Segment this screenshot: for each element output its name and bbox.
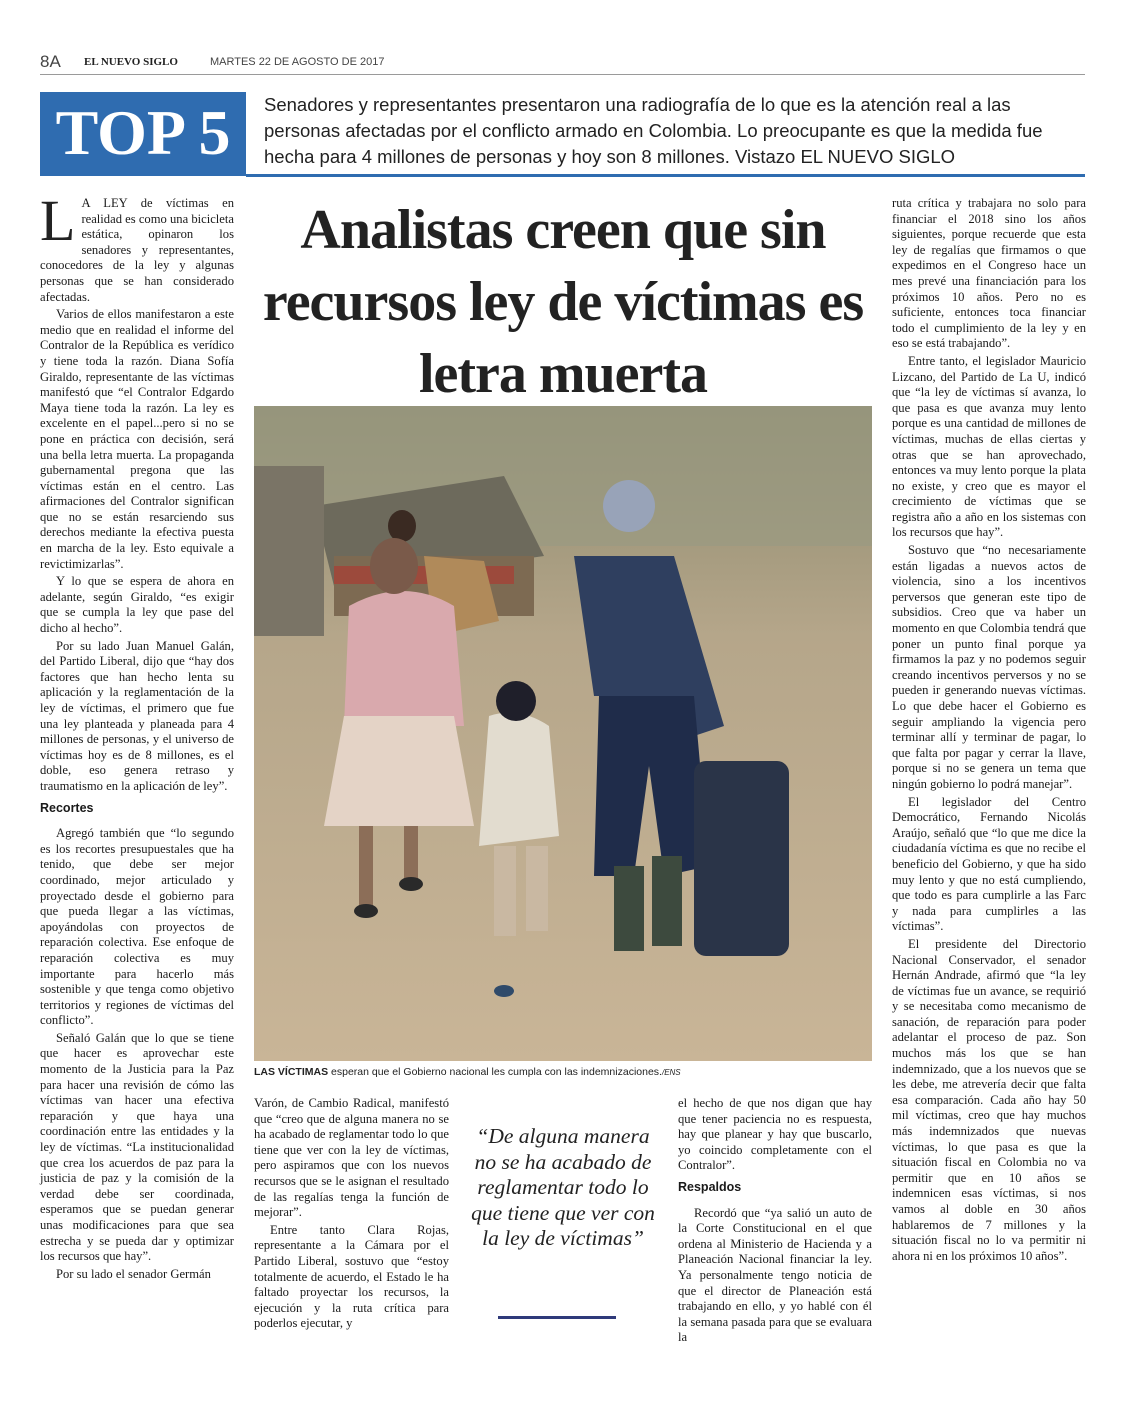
- victims-photo: [254, 406, 872, 1061]
- article-paragraph: Recordó que “ya salió un auto de la Corte Constitucional en el que ordena al Ministerio de Hacienda y a Planeación Nacional financiar la ley. Ya personalmente tengo noticia de que el director de Planeación está trabajando en ello, y yo hablé con él la semana pasada para que se evaluara la: [678, 1205, 872, 1345]
- subhead-recortes: Recortes: [40, 800, 94, 815]
- pull-quote: “De alguna manera no se ha acabado de reglamentar todo lo que tiene que ver con la ley de víctimas”: [471, 1124, 655, 1250]
- article-paragraph: Por su lado Juan Manuel Galán, del Partido Liberal, dijo que “hay dos factores que han hecho lenta su aplicación y la reglamentación de la ley de víctimas, el primero que fue una ley planteada y planeada para 4 millones de personas, y el universo de víctimas hoy es de 8 millones, es el doble, eso genera retraso y traumatismo en la aplicación de ley”.: [40, 638, 234, 793]
- photo-illustration: [254, 406, 872, 1061]
- section-intro: Senadores y representantes presentaron una radiografía de lo que es la atención real a las personas afectadas por el conflicto armado en Colombia. Lo preocupante es que la medida fue hecha para 4 millones de personas y hoy son 8 millones. Vistazo EL NUEVO SIGLO: [264, 94, 1043, 167]
- article-column-3: [678, 1096, 872, 1348]
- article-paragraph: el hecho de que nos digan que hay que tener paciencia no es respuesta, hay que planear y hay que buscarlo, yo coincido completamente con el Contralor”.: [678, 1096, 872, 1173]
- article-column-2: [254, 1096, 449, 1334]
- photo-credit: /ENS: [661, 1068, 681, 1077]
- article-headline: Analistas creen que sin recursos ley de víctimas es letra muerta: [262, 199, 864, 405]
- page-folio: [40, 52, 1085, 75]
- top5-label: TOP 5: [55, 97, 231, 168]
- article-paragraph: El legislador del Centro Democrático, Fernando Nicolás Araújo, señaló que “lo que me dice la ciudadanía víctima es que no recibe el beneficio del Gobierno, y que ha sido muy lento y que no está cumpliendo, que todo es para cumplirle a las Farc y nada para cumplirles a las víctimas”.: [892, 794, 1086, 934]
- newspaper-name: EL NUEVO SIGLO: [84, 56, 178, 68]
- article-paragraph: Varios de ellos manifestaron a este medio que en realidad el informe del Contralor de la República es verídico y tiene toda la razón. Diana Sofía Giraldo, representante de las víctimas manifestó que “el Contralor Edgardo Maya tiene toda la razón. La ley es excelente en el papel...pero si no se pone en práctica con decisión, será una bella letra muerta. La propaganda gubernamental pregona que las víctimas están en el centro. Las afirmaciones del Contralor significan que no se están resarciendo sus derechos mediante la efectiva puesta en marcha de la ley. Esto equivale a revictimizarlas”.: [40, 307, 234, 571]
- subhead-respaldos: Respaldos: [678, 1179, 742, 1194]
- article-paragraph: Sostuvo que “no necesariamente están ligadas a nuevos actos de violencia, sino a los incentivos perversos que generan este tipo de subsidios. Creo que va haber un momento en que Colombia tendrá que poner un punto final porque ya firmamos la paz y no podemos seguir creando incentivos perversos y no se pueden ir generando nuevas víctimas. Lo que debe hacer el Gobierno es seguir ampliando la vigencia pero terminar allí y terminar de pagar, lo que falta por pagar y cerrar la llave, porque si no se genera un tema que ningún gobierno lo podrá manejar”.: [892, 543, 1086, 791]
- pull-quote-rule: [498, 1316, 616, 1319]
- article-paragraph: Señaló Galán que lo que se tiene que hacer es aprovechar este momento de la Justicia para la Paz para hacer una revisión de cómo las víctimas van hacer una efectiva reparación y que haya una coordinación entre las entidades y la ley de víctimas. “La institucionalidad que crea los acuerdos de paz para la justicia de paz y la comisión de la verdad debe ser coordinada, esperamos que se puedan generar unas modificaciones para que sea estrecha y se pueda dar y optimizar los recursos que hay”.: [40, 1030, 234, 1264]
- article-paragraph: ruta crítica y trabajara no solo para financiar el 2018 sino los años siguientes, porque recuerde que esta ley de regalías que firmamos o que expedimos en el Congreso hace un mes prevé una financiación para los próximos 10 años. Pero no es suficiente, entonces toca financiar todo el cumplimiento de la ley y en eso se está trabajando”.: [892, 196, 1086, 351]
- caption-text: esperan que el Gobierno nacional les cumpla con las indemnizaciones.: [328, 1066, 662, 1078]
- article-paragraph: L A LEY de víctimas en realidad es como una bicicleta estática, opinaron los senadores y representantes, conocedores de la ley y algunas personas que se han considerado afectadas.: [40, 188, 234, 304]
- article-paragraph: Entre tanto Clara Rojas, representante a la Cámara por el Partido Liberal, sostuvo que “estoy totalmente de acuerdo, el Estado le ha faltado proyectar los recursos, la ejecución y la ruta crítica para poderlos ejecutar, y: [254, 1222, 449, 1331]
- article-paragraph: Agregó también que “lo segundo es los recortes presupuestales que ha tenido, que debe ser mejor coordinado, mejor articulado y proyectado desde el gobierno para que pueda llegar a las víctimas, apoyándolas con proyectos de reparación colectiva. Ese enfoque de reparación colectiva es muy importante para hacerlo más sostenible y que tenga como objetivo territorios y regiones de víctimas del conflicto”.: [40, 826, 234, 1028]
- article-paragraph: Entre tanto, el legislador Mauricio Lizcano, del Partido de La U, indicó que “la ley de víctimas sí avanza, lo que pasa es que avanza muy lento porque es una cantidad de millones de víctimas, muchas de ellas ciertas y otras que se han aprovechado, entonces va muy lento porque la plata no existe, y creo que es mayor el crecimiento de víctimas que se registra año a año en los sistemas con los recursos que hay”.: [892, 353, 1086, 540]
- top5-rule: [246, 174, 1085, 177]
- issue-date: MARTES 22 DE AGOSTO DE 2017: [210, 56, 385, 68]
- article-paragraph: Varón, de Cambio Radical, manifestó que “creo que de alguna manera no se ha acabado de reglamentar todo lo que tiene que ver con la ley de víctimas, pero aspiramos que con los nuevos recursos que se le asignan el resultado de las regalías tenga la función de mejorar”.: [254, 1096, 449, 1220]
- drop-cap: L: [40, 188, 76, 253]
- article-paragraph: Por su lado el senador Germán: [56, 1266, 211, 1281]
- photo-caption: [254, 1066, 872, 1078]
- article-column-1: [40, 188, 234, 1284]
- caption-lead: LAS VÍCTIMAS: [254, 1066, 329, 1078]
- article-column-4: [892, 196, 1086, 1266]
- article-paragraph: Y lo que se espera de ahora en adelante, según Giraldo, “es exigir que se cumpla la ley que pase del dicho al hecho”.: [40, 574, 234, 636]
- article-paragraph: El presidente del Directorio Nacional Conservador, el senador Hernán Andrade, afirmó que “la ley de víctimas fue un avance, se requirió y se necesitaba como mecanismo de sanación, de reparación para poder adelantar el proceso de paz. Son muchos más los que se han indemnizado, que a los nuevos que se les debe, me atrevería decir que falta esa comparación. Cada año hay 50 mil víctimas, creo que hay muchos más indemnizados que nuevas víctimas, lo que pasa es que la situación fiscal en Colombia no va permitir que en 10 años se indemnicen esas víctimas, si nos vamos al doble en 30 años hablaremos de 7 millones y la situación fiscal no lo va permitir ni ahora ni en los próximos 10 años”.: [892, 936, 1086, 1263]
- page-number: 8A: [40, 52, 61, 71]
- top5-badge: [40, 92, 246, 176]
